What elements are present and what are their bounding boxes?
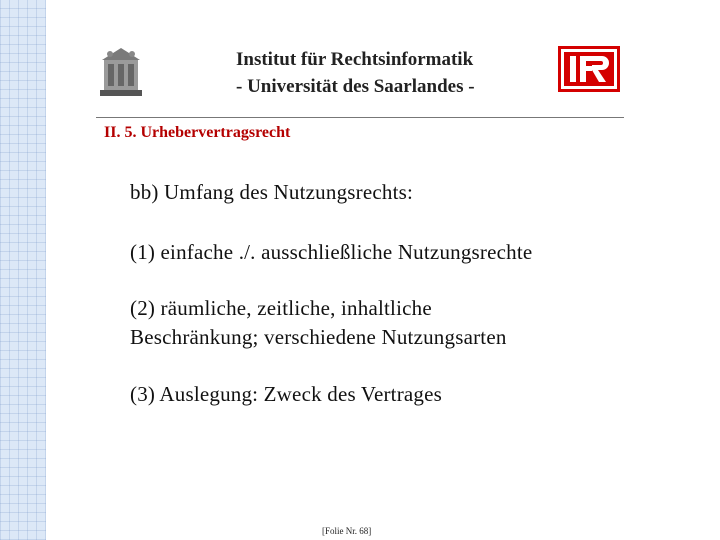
content-line-item-1: (1) einfache ./. ausschließliche Nutzungsrechte (130, 240, 533, 264)
content-line-heading: bb) Umfang des Nutzungsrechts: (130, 180, 414, 204)
decorative-side-band (0, 0, 46, 540)
content-line-item-3: (3) Auslegung: Zweck des Vertrages (130, 382, 442, 406)
ifr-logo (558, 46, 620, 92)
content-line-item-2b: Beschränkung; verschiedene Nutzungsarten (130, 325, 507, 349)
section-heading: II. 5. Urhebervertragsrecht (104, 124, 291, 141)
slide-number: [Folie Nr. 68] (322, 526, 372, 536)
header-divider (96, 117, 624, 118)
university-crest-icon (98, 46, 144, 102)
content-line-item-2a: (2) räumliche, zeitliche, inhaltliche (130, 296, 432, 320)
institute-title (236, 46, 536, 100)
institute-name: Institut für Rechtsinformatik (236, 49, 474, 70)
university-name: - Universität des Saarlandes - (236, 76, 475, 97)
